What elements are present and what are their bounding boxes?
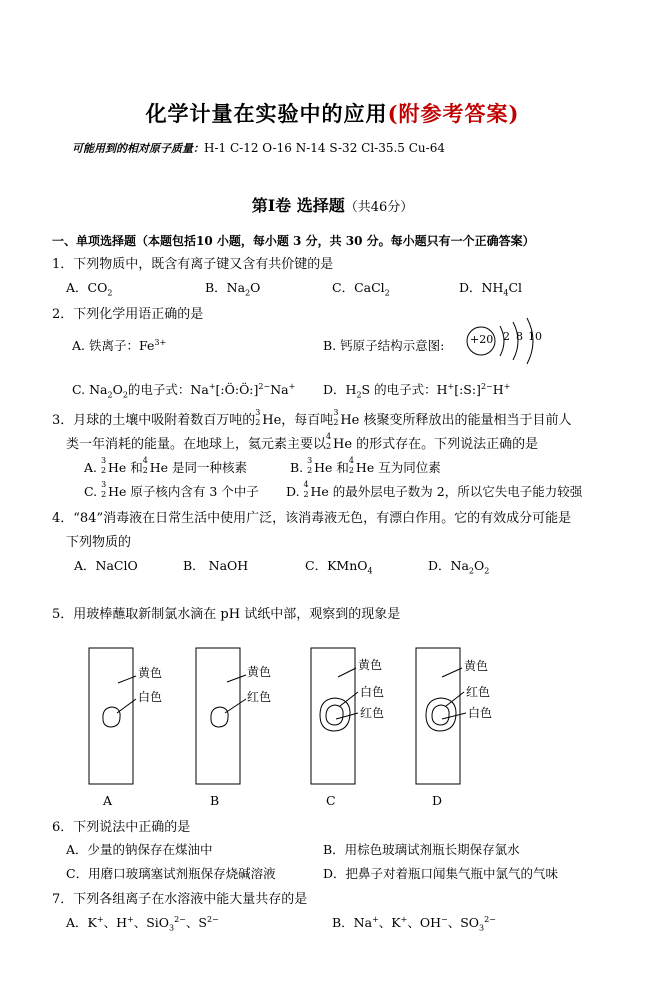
strip-b-letter: B — [210, 793, 220, 808]
q1-option-d: D．$NH_4Cl$ — [459, 280, 523, 298]
title-suffix: (附参考答案) — [387, 101, 520, 126]
question-6-stem: 6．下列说法中正确的是 — [52, 820, 191, 835]
q3-option-d: D. 4 2 He 的最外层电子数为 2，所以它失电子能力较强 — [286, 480, 583, 499]
question-1-stem: 1．下列物质中，既含有离子键又含有共价键的是 — [52, 257, 334, 272]
q2-option-a: A. 铁离子：$Fe^{3+}$ — [72, 337, 167, 353]
question-4-stem-line2: 下列物质的 — [66, 535, 132, 550]
q4-option-d: D．$Na_2O_2$ — [428, 558, 490, 576]
q2-option-d: D．$H_2S$ 的电子式：H+[:S:]$^{2-}$H+ — [323, 381, 511, 400]
q7-option-a: A．K+、H+、SiO$_3^{2-}$、$S^{2-}$ — [66, 914, 219, 933]
strip-c-label-3: 红色 — [360, 706, 385, 720]
q6-option-d: D．把鼻子对着瓶口闻集气瓶中氯气的气味 — [323, 866, 559, 881]
q3-option-c: C. 3 2 He 原子核内含有 3 个中子 — [84, 480, 259, 499]
strip-a-spot — [103, 707, 120, 727]
q3-option-a: A. 3 2 He 和 4 2 He 是同一种核素 — [84, 456, 248, 475]
question-3-stem-line2: 类一年消耗的能量。在地球上，氦元素主要以 4 2 He 的形式存在。下列说法正确的是 — [66, 432, 539, 452]
question-2-stem: 2．下列化学用语正确的是 — [52, 307, 204, 322]
strip-c-outer-ring — [320, 698, 350, 731]
strip-c-letter: C — [326, 793, 336, 808]
calcium-nucleus-label: +20 — [470, 333, 494, 346]
strip-c-label-1: 黄色 — [358, 658, 383, 672]
strip-d-label-1: 黄色 — [464, 659, 489, 673]
calcium-shell-1: 2 — [503, 330, 510, 343]
strip-c-label-2: 白色 — [360, 685, 385, 699]
strip-a-label-1: 黄色 — [138, 666, 163, 680]
strip-d-outer-ring — [426, 698, 456, 731]
section-title: 第Ⅰ卷 选择题（共46分） — [251, 196, 414, 215]
q3-option-b: B. 3 2 He 和 4 2 He 互为同位素 — [290, 456, 441, 475]
q6-option-b: B．用棕色玻璃试剂瓶长期保存氯水 — [323, 842, 520, 857]
strip-d-label-2: 红色 — [466, 685, 491, 699]
ph-strip-b — [196, 648, 240, 784]
calcium-shell-3: 10 — [528, 330, 542, 343]
q6-option-a: A．少量的钠保存在煤油中 — [66, 842, 213, 857]
q1-option-a: A．$CO_2$ — [66, 280, 113, 298]
question-4-stem: 4．“84”消毒液在日常生活中使用广泛，该消毒液无色，有漂白作用。它的有效成分可能是 — [52, 511, 572, 526]
q1-option-b: B．$Na_2O$ — [205, 280, 261, 298]
q2-option-c: C. $Na_2O_2$的电子式：Na+[:Ö:Ö:]$^{2-}$Na+ — [72, 381, 296, 400]
strip-b-label-2: 红色 — [247, 690, 272, 704]
q4-option-a: A．NaClO — [74, 558, 138, 573]
calcium-shell-2: 8 — [516, 330, 523, 343]
page-title: 化学计量在实验中的应用(附参考答案) — [145, 101, 520, 126]
q1-option-c: C．CaCl$_2$ — [332, 280, 390, 298]
question-3-stem: 3．月球的土壤中吸附着数百万吨的 3 2 He，每百吨 3 2 He 核聚变所释放出的能量相当于目前人 — [52, 408, 572, 428]
q7-option-b: B．Na+、K+、OH−、$SO_3^{2-}$ — [332, 914, 496, 933]
q2-option-b: B. 钙原子结构示意图: — [323, 338, 445, 353]
strip-b-spot — [211, 707, 228, 727]
strip-d-letter: D — [432, 793, 443, 808]
strip-a-label-2: 白色 — [138, 690, 163, 704]
strip-a-letter: A — [103, 793, 113, 808]
question-5-stem: 5．用玻棒蘸取新制氯水滴在 pH 试纸中部，观察到的现象是 — [52, 607, 401, 622]
q6-option-c: C．用磨口玻璃塞试剂瓶保存烧碱溶液 — [66, 866, 276, 881]
strip-d-label-3: 白色 — [468, 706, 493, 720]
question-7-stem: 7．下列各组离子在水溶液中能大量共存的是 — [52, 892, 308, 907]
strip-c-inner-ring — [326, 705, 343, 725]
strip-d-inner-ring — [432, 705, 449, 725]
atomic-masses: 可能用到的相对原子质量：H-1 C-12 O-16 N-14 S-32 Cl-35.5 Cu-64 — [72, 141, 445, 155]
part-one-heading: 一、单项选择题（本题包括10 小题，每小题 3 分，共 30 分。每小题只有一个正确答案） — [52, 234, 535, 248]
q4-option-b: B． NaOH — [183, 558, 249, 573]
q4-option-c: C．KMnO$_4$ — [305, 558, 373, 576]
strip-b-label-1: 黄色 — [247, 665, 272, 679]
ph-strip-a — [89, 648, 133, 784]
